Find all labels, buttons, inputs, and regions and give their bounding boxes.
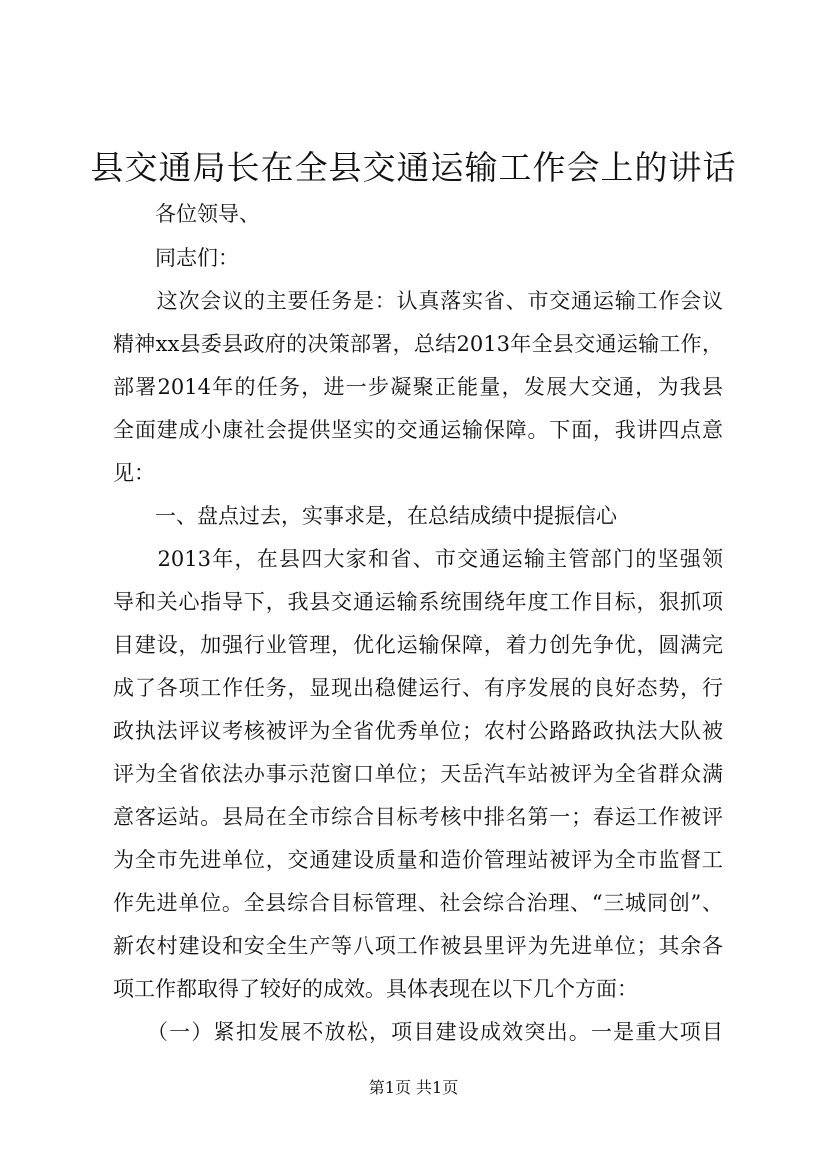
- body-line: 意客运站。县局在全市综合目标考核中排名第一；春运工作被评: [113, 805, 723, 829]
- body-line: 全面建成小康社会提供坚实的交通运输保障。下面，我讲四点意: [113, 418, 723, 442]
- body-line: 见：: [113, 461, 155, 485]
- body-line-salutation-1: 各位领导、: [113, 202, 260, 226]
- body-line: 评为全省依法办事示范窗口单位；天岳汽车站被评为全省群众满: [113, 762, 723, 786]
- body-line: 项工作都取得了较好的成效。具体表现在以下几个方面：: [113, 977, 638, 1001]
- body-line: 作先进单位。全县综合目标管理、社会综合治理、“三城同创”、: [113, 891, 723, 915]
- body-line: 目建设，加强行业管理，优化运输保障，着力创先争优，圆满完: [113, 633, 723, 657]
- body-line-salutation-2: 同志们：: [113, 246, 239, 270]
- body-line: 部署2014年的任务，进一步凝聚正能量，发展大交通，为我县: [113, 375, 723, 399]
- body-line: 新农村建设和安全生产等八项工作被县里评为先进单位；其余各: [113, 934, 723, 958]
- body-line: 成了各项工作任务，显现出稳健运行、有序发展的良好态势，行: [113, 676, 723, 700]
- body-line: 政执法评议考核被评为全省优秀单位；农村公路路政执法大队被: [113, 719, 723, 743]
- body-line: 为全市先进单位，交通建设质量和造价管理站被评为全市监督工: [113, 848, 723, 872]
- body-line: 2013年，在县四大家和省、市交通运输主管部门的坚强领: [113, 547, 723, 571]
- document-title: 县交通局长在全县交通运输工作会上的讲话: [90, 148, 737, 187]
- body-line: 精神xx县委县政府的决策部署，总结2013年全县交通运输工作，: [113, 332, 723, 356]
- page-footer: 第1页 共1页: [368, 1078, 459, 1097]
- section-heading: 一、盘点过去，实事求是，在总结成绩中提振信心: [113, 504, 617, 528]
- subsection-heading: （一）紧扣发展不放松，项目建设成效突出。一是重大项目: [113, 1020, 723, 1044]
- body-line: 导和关心指导下，我县交通运输系统围绕年度工作目标，狠抓项: [113, 590, 723, 614]
- body-line: 这次会议的主要任务是：认真落实省、市交通运输工作会议: [113, 289, 723, 313]
